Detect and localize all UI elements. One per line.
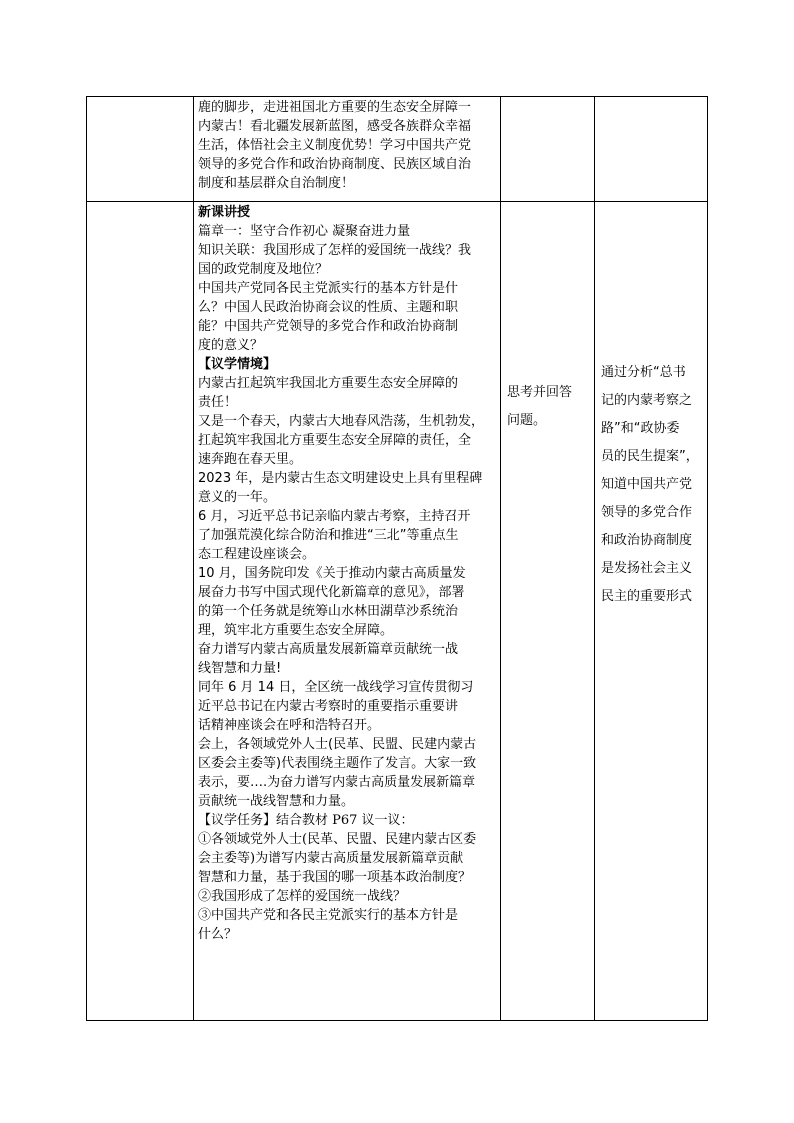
text-line: 生活，体悟社会主义制度优势！学习中国共产党 [198,138,472,153]
student-activity-cell [501,202,595,1021]
text-line: 知识关联：我国形成了怎样的爱国统一战线？我 [198,243,472,258]
text-line: 扛起筑牢我国北方重要生态安全屏障的责任，全 [198,433,472,448]
text-line: 奋力谱写内蒙古高质量发展新篇章贡献统一战 [198,642,459,657]
stage-cell [87,202,194,1021]
text-line: 态工程建设座谈会。 [198,547,316,562]
text-line: 会主委等)为谱写内蒙古高质量发展新篇章贡献 [198,851,464,866]
text-line: 2023 年，是内蒙古生态文明建设史上具有里程碑 [198,471,483,486]
text-line: 领导的多党合作 [601,505,693,520]
design-intent-text [595,202,707,611]
text-line: 近平总书记在内蒙古考察时的重要指示重要讲 [198,699,459,714]
text-line: 6 月，习近平总书记亲临内蒙古考察，主持召开 [198,509,471,524]
text-line: ③中国共产党和各民主党派实行的基本方针是 [198,908,459,923]
text-line: 制度和基层群众自治制度！ [198,176,355,191]
text-line: 篇章一：坚守合作初心 凝聚奋进力量 [198,224,411,239]
text-line: 同年 6 月 14 日，全区统一战线学习宣传贯彻习 [198,680,474,695]
text-line: 员的民生提案”， [601,449,699,464]
content-text [194,97,500,194]
text-line: ②我国形成了怎样的爱国统一战线？ [198,889,407,904]
text-line: 的第一个任务就是统筹山水林田湖草沙系统治 [198,604,459,619]
text-line: 意义的一年。 [198,490,277,505]
text-line: 国的政党制度及地位？ [198,262,329,277]
text-line: 了加强荒漠化综合防治和推进“三北”等重点生 [198,528,459,543]
text-line: ①各领域党外人士(民革、民盟、民建内蒙古区委 [198,832,477,847]
text-line: 记的内蒙考察之 [601,393,693,408]
content-text [194,202,500,945]
text-line: 表示，要….为奋力谱写内蒙古高质量发展新篇章 [198,775,476,790]
text-line: 区委会主委等)代表围绕主题作了发言。大家一致 [198,756,477,771]
text-line: 思考并回答 [507,385,573,400]
text-line: 【议学情境】 [198,357,277,372]
text-line: 民主的重要形式 [601,589,693,604]
text-line: 贡献统一战线智慧和力量。 [198,794,355,809]
student-activity-text [501,202,594,435]
text-line: 内蒙古！看北疆发展新蓝图，感受各族群众幸福 [198,119,472,134]
design-intent-cell [595,202,708,1021]
text-line: 鹿的脚步，走进祖国北方重要的生态安全屏障一 [198,100,472,115]
lesson-plan-table [86,96,708,1021]
text-line: 又是一个春天，内蒙古大地春风浩荡，生机勃发， [198,414,485,429]
text-line: 度的意义？ [198,338,264,353]
text-line: 能？中国共产党领导的多党合作和政治协商制 [198,319,459,334]
text-line: 话精神座谈会在呼和浩特召开。 [198,718,381,733]
text-line: 线智慧和力量! [198,661,282,676]
text-line: 内蒙古扛起筑牢我国北方重要生态安全屏障的 [198,376,459,391]
text-line: 中国共产党同各民主党派实行的基本方针是什 [198,281,459,296]
text-line: 什么？ [198,927,238,942]
text-line: 新课讲授 [198,205,251,220]
table-row [87,97,708,202]
text-line: 会上，各领域党外人士(民革、民盟、民建内蒙古 [198,737,477,752]
text-line: 理，筑牢北方重要生态安全屏障。 [198,623,394,638]
content-cell [194,202,501,1021]
text-line: 和政治协商制度 [601,533,693,548]
text-line: 展奋力书写中国式现代化新篇章的意见》，部署 [198,585,465,600]
student-activity-cell [501,97,595,202]
text-line: 么？中国人民政治协商会议的性质、主题和职 [198,300,459,315]
text-line: 通过分析“总书 [601,365,686,380]
stage-cell [87,97,194,202]
text-line: 10 月，国务院印发《关于推动内蒙古高质量发 [198,566,466,581]
text-line: 智慧和力量，基于我国的哪一项基本政治制度？ [198,870,472,885]
text-line: 速奔跑在春天里。 [198,452,303,467]
content-cell [194,97,501,202]
text-line: 问题。 [507,413,547,428]
text-line: 领导的多党合作和政治协商制度、民族区域自治 [198,157,472,172]
text-line: 知道中国共产党 [601,477,693,492]
text-line: 【议学任务】结合教材 P67 议一议： [198,813,414,828]
text-line: 是发扬社会主义 [601,561,693,576]
text-line: 责任！ [198,395,238,410]
design-intent-cell [595,97,708,202]
table-row [87,202,708,1021]
text-line: 路”和“政协委 [601,421,680,436]
